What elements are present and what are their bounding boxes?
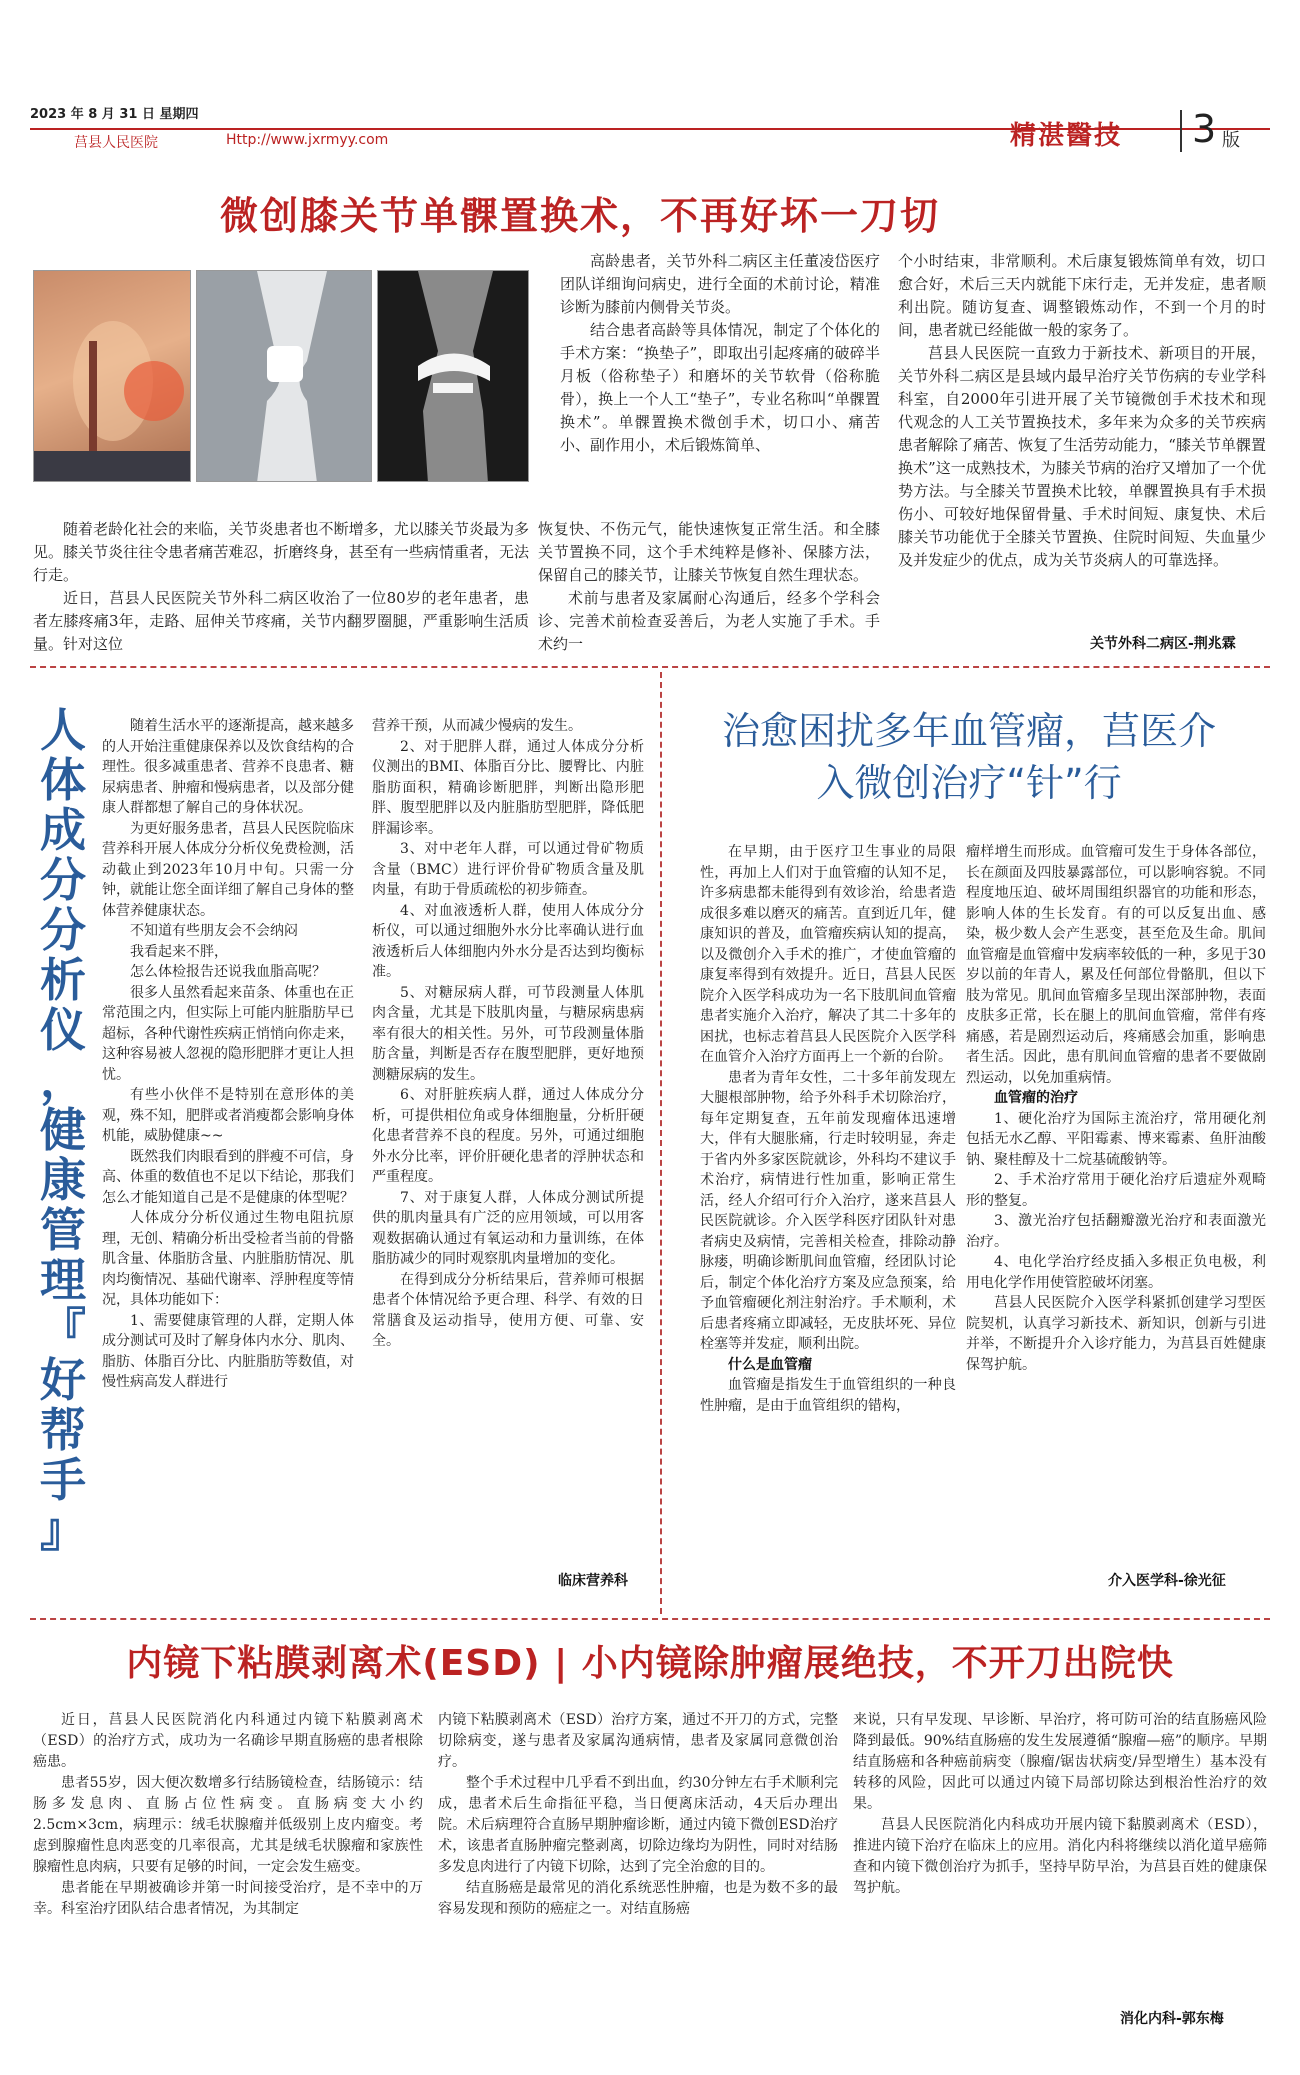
section-divider	[30, 1618, 1270, 1620]
paragraph: 莒县人民医院一直致力于新技术、新项目的开展，关节外科二病区是县域内最早治疗关节伤病的专业学科科室，自2000年引进开展了关节镜微创手术技术和现代观念的人工关节置换技术，多年来为众多的关节疾病患者解除了痛苦、恢复了生活劳动能力，“膝关节单髁置换术”这一成熟技术，为膝关节病的治疗又增加了一个优势方法。与全膝关节置换术比较，单髁置换具有手术损伤小、可较好地保留骨量、手术时间短、康复快、术后膝关节功能优于全膝关节置换、住院时间短、失血量少及并发症少的优点，成为关节炎病人的可靠选择。	[898, 344, 1266, 569]
issue-date: 2023 年 8 月 31 日 星期四	[30, 107, 199, 122]
paragraph: 7、对于康复人群，人体成分测试所提供的肌肉量具有广泛的应用领域，可以用客观数据确认通过有氧运动和力量训练，在体脂肪减少的同时观察肌肉量增加的变化。	[372, 1189, 644, 1267]
paragraph: 5、对糖尿病人群，可节段测量人体肌肉含量，尤其是下肢肌肉量，与糖尿病患病率有很大的相关性。另外，可节段测量体脂肪含量，判断是否存在腹型肥胖，更好地预测糖尿病的发生。	[372, 984, 644, 1083]
paragraph: 营养干预，从而减少慢病的发生。	[372, 718, 582, 734]
paragraph: 结合患者高龄等具体情况，制定了个体化的手术方案：“换垫子”，即取出引起疼痛的破碎半月板（俗称垫子）和磨坏的关节软骨（俗称脆骨），换上一个人工“垫子”，专业名称叫“单髁置换术”。单髁置换术微创手术，切口小、痛苦小、副作用小，术后锻炼简单、	[560, 321, 880, 454]
article4-col1	[33, 1710, 423, 1920]
paragraph: 有些小伙伴不是特别在意形体的美观，殊不知，肥胖或者消瘦都会影响身体机能，威胁健康~~	[102, 1087, 354, 1144]
article3-byline: 介入医学科-徐光征	[1108, 1573, 1226, 1589]
subheading: 血管瘤的治疗	[994, 1090, 1078, 1106]
paragraph: 结直肠癌是最常见的消化系统恶性肿瘤，也是为数不多的最容易发现和预防的癌症之一。对结直肠癌	[438, 1880, 838, 1917]
section-divider	[30, 666, 1270, 668]
title-char: 健	[40, 1103, 86, 1157]
article3-col2	[966, 842, 1266, 1375]
paragraph: 高龄患者，关节外科二病区主任董凌岱医疗团队详细询问病史，进行全面的术前讨论，精准诊断为膝前内侧骨关节炎。	[560, 252, 880, 316]
masthead-divider	[1180, 110, 1182, 152]
title-char: 』	[40, 1503, 86, 1557]
paragraph: 术前与患者及家属耐心沟通后，经多个学科会诊、完善术前检查妥善后，为老人实施了手术。手术约一	[538, 589, 880, 653]
paragraph: 在早期，由于医疗卫生事业的局限性，再加上人们对于血管瘤的认知不足，许多病患都未能得到有效诊治，给患者造成很多难以磨灭的痛苦。直到近几年，健康知识的普及，血管瘤疾病认知的提高，以及微创介入手术的推广，才使血管瘤的康复率得到有效提升。近日，莒县人民医院介入医学科成功为一名下肢肌间血管瘤患者实施介入治疗，解决了其二十多年的困扰，也标志着莒县人民医院介入医学科在血管介入治疗方面再上一个新的台阶。	[700, 844, 956, 1065]
title-char: 体	[40, 753, 86, 807]
article4-title: 内镜下粘膜剥离术(ESD) | 小内镜除肿瘤展绝技，不开刀出院快	[126, 1643, 1174, 1684]
page-suffix: 版	[1222, 130, 1240, 151]
paragraph: 4、对血液透析人群，使用人体成分分析仪，可以通过细胞外水分比率确认进行血液透析后人体细胞内外水分是否达到均衡标准。	[372, 902, 644, 980]
paragraph: 不知道有些朋友会不会纳闷	[130, 923, 298, 939]
title-char: ，	[40, 1053, 86, 1107]
article1-col2b	[538, 518, 880, 656]
paragraph: 在得到成分分析结果后，营养师可根据患者个体情况给予更合理、科学、有效的日常膳食及运动指导，使用方便、可靠、安全。	[372, 1271, 644, 1349]
title-char: 管	[40, 1203, 86, 1257]
article3-col1	[700, 842, 956, 1416]
paragraph: 个小时结束，非常顺利。术后康复锻炼简单有效，切口愈合好，术后三天内就能下床行走，无并发症，患者顺利出院。随访复查、调整锻炼动作，不到一个月的时间，患者就已经能做一般的家务了。	[898, 252, 1266, 339]
paragraph: 很多人虽然看起来苗条、体重也在正常范围之内，但实际上可能内脏脂肪早已超标，各种代谢性疾病正悄悄向你走来，这种容易被人忽视的隐形肥胖才更让人担忧。	[102, 984, 354, 1083]
masthead-title: 精湛醫技	[1010, 121, 1123, 151]
knee-photo-drawing	[34, 271, 191, 482]
paragraph: 2、手术治疗常用于硬化治疗后遗症外观畸形的整复。	[966, 1172, 1266, 1209]
paragraph: 来说，只有早发现、早诊断、早治疗，将可防可治的结直肠癌风险降到最低。90%结直肠癌的发生发展遵循“腺瘤—癌”的顺序。早期结直肠癌和各种癌前病变（腺瘤/锯齿状病变/异型增生）基本没有转移的风险，因此可以通过内镜下局部切除达到根治性治疗的效果。	[853, 1712, 1267, 1812]
paragraph: 人体成分分析仪通过生物电阻抗原理，无创、精确分析出受检者当前的骨骼肌含量、体脂肪含量、内脏脂肪情况、肌肉均衡情况、基础代谢率、浮肿程度等情况，具体功能如下：	[102, 1210, 354, 1308]
title-char: 人	[40, 703, 86, 757]
paragraph: 随着老龄化社会的来临，关节炎患者也不断增多，尤以膝关节炎最为多见。膝关节炎往往令患者痛苦难忍，折磨终身，甚至有一些病情重者，无法行走。	[33, 520, 529, 584]
article2-col1	[102, 716, 354, 1393]
paragraph: 我看起来不胖，	[130, 943, 228, 960]
article2-byline: 临床营养科	[558, 1573, 628, 1589]
title-char: 理	[40, 1253, 86, 1307]
paragraph: 3、对中老年人群，可以通过骨矿物质含量（BMC）进行评价骨矿物质含量及肌肉量，有助于骨质疏松的初步筛查。	[372, 841, 644, 898]
column-divider	[660, 672, 662, 1614]
paragraph: 怎么体检报告还说我血脂高呢？	[130, 964, 326, 980]
article3-title	[668, 705, 1270, 809]
title-char: 分	[40, 903, 86, 957]
paragraph: 莒县人民医院消化内科成功开展内镜下黏膜剥离术（ESD），推进内镜下治疗在临床上的应用。消化内科将继续以消化道早癌筛查和内镜下微创治疗为抓手，坚持早防早治，为莒县百姓的健康保驾护航。	[853, 1817, 1267, 1896]
paragraph: 1、硬化治疗为国际主流治疗，常用硬化剂包括无水乙醇、平阳霉素、博来霉素、鱼肝油酸钠、聚桂醇及十二烷基硫酸钠等。	[966, 1110, 1266, 1168]
article4-byline: 消化内科-郭东梅	[1120, 2011, 1224, 2027]
subheading: 什么是血管瘤	[728, 1356, 812, 1373]
title-char: 康	[40, 1153, 86, 1207]
paragraph: 患者能在早期被确诊并第一时间接受治疗，是不幸中的万幸。科室治疗团队结合患者情况，为其制定	[33, 1880, 423, 1917]
title-line: 治愈困扰多年血管瘤，莒医介	[721, 709, 1216, 753]
title-char: 成	[40, 803, 86, 857]
paragraph: 近日，莒县人民医院消化内科通过内镜下粘膜剥离术（ESD）的治疗方式，成功为一名确诊早期直肠癌的患者根除癌患。	[33, 1712, 423, 1770]
paragraph: 为更好服务患者，莒县人民医院临床营养科开展人体成分分析仪免费检测，活动截止到2023年10月中旬。只需一分钟，就能让您全面详细了解自己身体的整体营养健康状态。	[102, 820, 354, 919]
paragraph: 整个手术过程中几乎看不到出血，约30分钟左右手术顺利完成，患者术后生命指征平稳，当日便离床活动，4天后办理出院。术后病理符合直肠早期肿瘤诊断，通过内镜下微创ESD治疗术，该患者直肠肿瘤完整剥离，切除边缘均为阴性，同时对结肠多发息肉进行了内镜下切除，达到了完全治愈的目的。	[438, 1775, 838, 1875]
paragraph: 患者为青年女性，二十多年前发现左大腿根部肿物，给予外科手术切除治疗，每年定期复查，五年前发现瘤体迅速增大，伴有大腿胀痛，行走时较明显，奔走于省内外多家医院就诊，外科均不建议手术治疗，病情进行性加重，影响正常生活，经人介绍可行介入治疗，遂来莒县人民医院就诊。介入医学科医疗团队针对患者病史及病情，完善相关检查，排除动静脉瘘，明确诊断肌间血管瘤，经团队讨论后，制定个体化治疗方案及应急预案，给予血管瘤硬化剂注射治疗。手术顺利，术后患者疼痛立即减轻，无皮肤坏死、异位栓塞等并发症，顺利出院。	[700, 1069, 956, 1352]
paragraph: 随着生活水平的逐渐提高，越来越多的人开始注重健康保养以及饮食结构的合理性。很多减重患者、营养不良患者、糖尿病患者、肿瘤和慢病患者，以及部分健康人群都想了解自己的身体状况。	[102, 718, 354, 816]
xray-pre-op-drawing	[197, 271, 372, 482]
paragraph: 3、激光治疗包括翻瓣激光治疗和表面激光治疗。	[966, 1213, 1266, 1250]
article4-col2	[438, 1710, 838, 1920]
article1-byline: 关节外科二病区-荆兆霖	[1090, 636, 1236, 652]
paragraph: 近日，莒县人民医院关节外科二病区收治了一位80岁的老年患者，患者左膝疼痛3年，走路、屈伸关节疼痛，关节内翻罗圈腿，严重影响生活质量。针对这位	[33, 589, 529, 653]
article2-col2	[372, 716, 644, 1352]
paragraph: 莒县人民医院介入医学科紧抓创建学习型医院契机，认真学习新技术、新知识，创新与引进并举，不断提升介入诊疗能力，为莒县百姓健康保驾护航。	[966, 1295, 1266, 1373]
paragraph: 1、需要健康管理的人群，定期人体成分测试可及时了解身体内水分、肌肉、脂肪、体脂百分比、内脏脂肪等数值，对慢性病高发人群进行	[102, 1312, 354, 1390]
article2-title	[30, 705, 96, 1555]
title-char: 手	[40, 1453, 86, 1507]
title-char: 『	[40, 1303, 86, 1357]
article1-col2a	[560, 250, 880, 457]
knee-photo	[33, 270, 191, 482]
title-char: 帮	[40, 1403, 86, 1457]
paragraph: 4、电化学治疗经皮插入多根正负电极，利用电化学作用使管腔破坏闭塞。	[966, 1254, 1266, 1291]
page-number: 3	[1192, 107, 1217, 151]
title-char: 析	[40, 953, 86, 1007]
paragraph: 内镜下粘膜剥离术（ESD）治疗方案，通过不开刀的方式，完整切除病变，遂与患者及家属沟通病情，患者及家属同意微创治疗。	[438, 1712, 838, 1770]
hospital-name: 莒县人民医院	[74, 135, 158, 151]
xray-post-op	[377, 270, 529, 482]
xray-post-op-drawing	[378, 271, 529, 482]
article1-col1	[33, 518, 529, 656]
xray-pre-op	[196, 270, 372, 482]
hospital-url[interactable]: Http://www.jxrmyy.com	[226, 132, 389, 148]
paragraph: 6、对肝脏疾病人群，通过人体成分分析，可提供相位角或身体细胞量，分析肝硬化患者营养不良的程度。另外，可通过细胞外水分比率，评价肝硬化患者的浮肿状态和严重程度。	[372, 1087, 644, 1185]
title-char: 分	[40, 853, 86, 907]
article1-col3	[898, 250, 1266, 572]
title-line: 入微创治疗“针”行	[816, 761, 1122, 805]
article4-col3	[853, 1710, 1267, 1899]
paragraph: 患者55岁，因大便次数增多行结肠镜检查，结肠镜示：结肠多发息肉、直肠占位性病变。直肠病变大小约2.5cm×3cm，病理示：绒毛状腺瘤并低级别上皮内瘤变。考虑到腺瘤性息肉恶变的几率很高，尤其是绒毛状腺瘤和家族性腺瘤性息肉病，只要有足够的时间，一定会发生癌变。	[33, 1775, 423, 1875]
title-char: 好	[40, 1353, 86, 1407]
paragraph: 恢复快、不伤元气，能快速恢复正常生活。和全膝关节置换不同，这个手术纯粹是修补、保膝方法，保留自己的膝关节，让膝关节恢复自然生理状态。	[538, 520, 880, 584]
paragraph: 2、对于肥胖人群，通过人体成分分析仪测出的BMI、体脂百分比、腰臀比、内脏脂肪面积，精确诊断肥胖，判断出隐形肥胖、腹型肥胖以及内脏脂肪型肥胖，降低肥胖漏诊率。	[372, 738, 644, 837]
paragraph: 瘤样增生而形成。血管瘤可发生于身体各部位，长在颜面及四肢暴露部位，可以影响容貌。不同程度地压迫、破坏周围组织器官的功能和形态，影响人体的生长发育。有的可以反复出血、感染，极少数人会产生恶变，甚至危及生命。肌间血管瘤是血管瘤中发病率较低的一种，多见于30岁以前的年青人，累及任何部位骨骼肌，但以下肢为常见。肌间血管瘤多呈现出深部肿物，表面皮肤多正常，长在腿上的肌间血管瘤，常伴有疼痛感，若是剧烈运动后，疼痛感会加重，影响患者生活。因此，患有肌间血管瘤的患者不要做剧烈运动，以免加重病情。	[966, 844, 1266, 1086]
paragraph: 血管瘤是指发生于血管组织的一种良性肿瘤，是由于血管组织的错构，	[700, 1377, 956, 1414]
paragraph: 既然我们肉眼看到的胖瘦不可信，身高、体重的数值也不足以下结论，那我们怎么才能知道自己是不是健康的体型呢？	[102, 1148, 354, 1206]
article1-title: 微创膝关节单髁置换术，不再好坏一刀切	[220, 193, 941, 238]
title-char: 仪	[40, 1003, 86, 1057]
